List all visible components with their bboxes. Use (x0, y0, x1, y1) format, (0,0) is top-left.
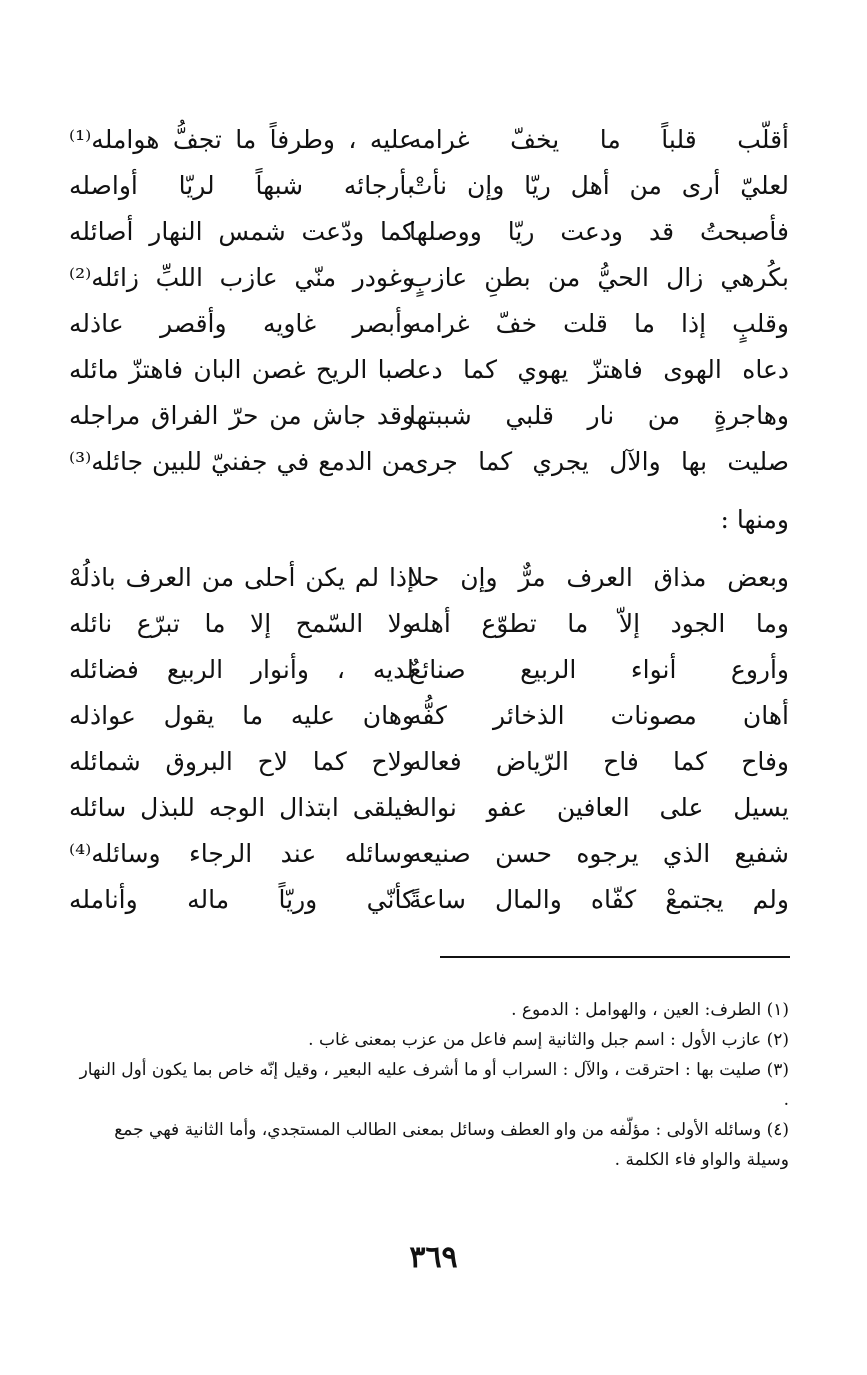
verse-hemistich: لعليّ أرى من أهل ريّا وإن نأتْ (409, 171, 789, 200)
verse-hemistich: لديه ، وأنوار الربيع فضائله (69, 655, 414, 684)
verse-hemistich: أهان مصونات الذخائر كفُّه (409, 701, 789, 730)
verse-hemistich: ولا السّمح إلا ما تبرّع نائله (69, 609, 414, 638)
verse-hemistich: أقلّب قلباً ما يخفّ غرامه (409, 125, 789, 154)
verse-hemistich: وفاح كما فاح الرّياض فعاله (409, 747, 789, 776)
footnotes (77, 995, 789, 1175)
verse-hemistich: يسيل على العافين عفو نواله (409, 793, 789, 822)
footnote-divider (440, 956, 790, 958)
verse-hemistich: صليت بها والآل يجري كما جرى (409, 447, 789, 476)
verse-hemistich: وهان عليه ما يقول عواذله (69, 701, 414, 730)
section-label: ومنها : (720, 505, 789, 534)
verse-hemistich: وقلبٍ إذا ما قلت خفّ غرامه (409, 309, 789, 338)
verse-hemistich: إذا لم يكن أحلى من العرف باذلُهْ (69, 563, 414, 592)
verse-hemistich: دعاه الهوى فاهتزّ يهوي كما دعا (409, 355, 789, 384)
footnote: (٤) وسائله الأولى : مؤلّفه من واو العطف وسائل بمعنى الطالب المستجدي، وأما الثانية فهي جمع وسيلة والواو فاء الكلمة . (114, 1120, 789, 1170)
verse-hemistich: شفيع الذي يرجوه حسن صنيعه (409, 839, 789, 868)
verse-hemistich: ولاح كما لاح البروق شمائله (69, 747, 414, 776)
footnote: (٣) صليت بها : احترقت ، والآل : السراب أو ما أشرف عليه البعير ، وقيل إنّه خاص بما يكون أول النهار . (79, 1060, 789, 1110)
verse-hemistich: صبا الريح غصن البان فاهتزّ مائله (69, 355, 414, 384)
verse-hemistich: بكُرهي زال الحيُّ من بطنِ عازبٍ (409, 263, 789, 292)
verse-hemistich: وغودر منّي عازب اللبِّ زائله⁽²⁾ (69, 263, 414, 292)
verse-hemistich: وقد جاش من حرّ الفراق مراجله (69, 401, 414, 430)
footnote: (٢) عازب الأول : اسم جبل والثانية إسم فاعل من عزب بمعنى غاب . (308, 1030, 789, 1050)
verse-hemistich: فيلقى ابتذال الوجه للبذل سائله (69, 793, 414, 822)
verse-hemistich: بأرجائه شبهاً لريّا أواصله (69, 171, 414, 200)
verse-hemistich: وسائله عند الرجاء وسائله⁽⁴⁾ (69, 839, 414, 868)
verse-hemistich: كما ودّعت شمس النهار أصائله (69, 217, 414, 246)
verse-hemistich: وبعض مذاق العرف مرٌّ وإن حلا (409, 563, 789, 592)
verse-hemistich: وأبصر غاويه وأقصر عاذله (69, 309, 414, 338)
verse-hemistich: من الدمع في جفنيّ للبين جائله⁽³⁾ (69, 447, 414, 476)
verse-hemistich: كأنّي وريّاً ماله وأنامله (69, 885, 414, 914)
verse-hemistich: وأروع أنواء الربيع صنائعٌ (409, 655, 789, 684)
page-number: ٣٦٩ (409, 1240, 458, 1275)
verse-hemistich: عليه ، وطرفاً ما تجفُّ هوامله⁽¹⁾ (69, 125, 414, 154)
verse-hemistich: وما الجود إلاّ ما تطوّع أهله (409, 609, 789, 638)
footnote: (١) الطرف: العين ، والهوامل : الدموع . (511, 1000, 789, 1020)
verse-hemistich: وهاجرةٍ من نار قلبي شببتها (409, 401, 789, 430)
verse-hemistich: فأصبحتُ قد ودعت ريّا ووصلها (409, 217, 789, 246)
verse-hemistich: ولم يجتمعْ كفّاه والمال ساعةً (409, 885, 789, 914)
